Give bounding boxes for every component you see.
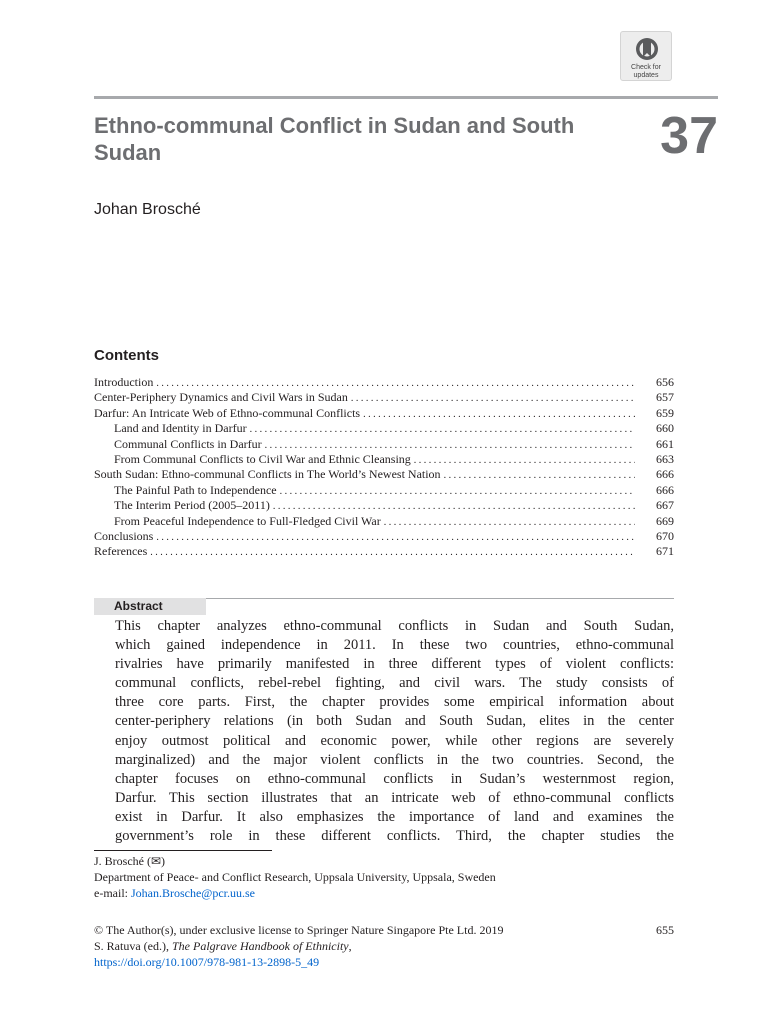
table-of-contents xyxy=(94,375,674,560)
toc-leader-dots xyxy=(384,514,635,530)
toc-leader-dots xyxy=(156,375,635,391)
toc-entry-label: From Communal Conflicts to Civil War and Ethnic Cleansing xyxy=(114,451,411,466)
toc-leader-dots xyxy=(265,437,635,453)
footnote-rule xyxy=(94,850,272,851)
abstract-text xyxy=(115,617,674,846)
chapter-author: Johan Brosché xyxy=(94,201,201,218)
abstract-line: marginalized) and the major violent conflicts in the two countries. Second, the xyxy=(115,751,674,768)
copyright-block xyxy=(94,922,674,970)
toc-entry-label: Introduction xyxy=(94,375,154,389)
abstract-line: government’s role in these different conflicts. Third, the chapter studies the xyxy=(115,828,674,845)
citation-line xyxy=(94,938,674,954)
book-title: The Palgrave Handbook of Ethnicity xyxy=(171,939,349,953)
toc-entry-label: The Painful Path to Independence xyxy=(114,482,277,497)
toc-entry-page: 670 xyxy=(656,528,674,543)
footnote xyxy=(94,853,496,901)
toc-entry-label: References xyxy=(94,544,148,559)
abstract-line: which gained independence in 2011. In these two countries, ethno-communal xyxy=(115,637,674,654)
toc-entry[interactable] xyxy=(94,375,674,390)
toc-entry-page: 669 xyxy=(656,513,674,528)
abstract-line: communal conflicts, rebel-rebel fighting, and civil wars. The study consists of xyxy=(115,675,674,692)
editor-text: S. Ratuva (ed.), xyxy=(94,939,169,953)
toc-entry[interactable] xyxy=(94,437,674,452)
email-link[interactable]: Johan.Brosche@pcr.uu.se xyxy=(130,886,256,900)
doi-link[interactable]: https://doi.org/10.1007/978-981-13-2898-5_49 xyxy=(94,955,320,969)
toc-entry[interactable] xyxy=(94,544,674,559)
toc-entry[interactable] xyxy=(94,467,674,482)
toc-entry-label: Darfur: An Intricate Web of Ethno-communal Conflicts xyxy=(94,405,361,420)
toc-leader-dots xyxy=(351,390,635,406)
toc-leader-dots xyxy=(444,467,635,483)
toc-entry[interactable] xyxy=(94,421,674,436)
toc-entry[interactable] xyxy=(94,498,674,513)
toc-entry[interactable] xyxy=(94,452,674,467)
copyright-text: © The Author(s), under exclusive license to Springer Nature Singapore Pte Ltd. 2019 xyxy=(94,923,504,937)
abstract-label: Abstract xyxy=(94,598,206,615)
toc-entry-label: From Peaceful Independence to Full-Fledged Civil War xyxy=(114,513,381,528)
contents-heading: Contents xyxy=(94,347,159,364)
toc-entry-page: 656 xyxy=(656,375,674,389)
toc-leader-dots xyxy=(414,452,635,468)
toc-entry[interactable] xyxy=(94,514,674,529)
toc-leader-dots xyxy=(150,544,635,560)
abstract-line: This chapter analyzes ethno-communal conflicts in Sudan and South Sudan, xyxy=(115,618,674,634)
toc-entry-label: South Sudan: Ethno-communal Conflicts in The World’s Newest Nation xyxy=(94,467,441,482)
footnote-affiliation: Department of Peace- and Conflict Research, Uppsala University, Uppsala, Sweden xyxy=(94,870,496,884)
toc-entry-page: 659 xyxy=(656,405,674,420)
toc-entry-page: 667 xyxy=(656,498,674,513)
toc-entry-page: 671 xyxy=(656,544,674,559)
toc-leader-dots xyxy=(280,483,635,499)
page-number: 655 xyxy=(656,923,674,937)
chapter-title: Ethno-communal Conflict in Sudan and South Sudan xyxy=(94,113,575,165)
toc-leader-dots xyxy=(273,498,635,514)
toc-entry-page: 657 xyxy=(656,390,674,405)
chapter-number: 37 xyxy=(660,107,718,165)
abstract-line: rivalries have primarily manifested in three different types of violent conflicts: xyxy=(115,656,674,673)
abstract-line: enjoy outmost political and economic power, while other regions are severely xyxy=(115,732,674,749)
toc-entry-label: Conclusions xyxy=(94,528,154,543)
badge-line-2: updates xyxy=(633,72,659,79)
toc-leader-dots xyxy=(250,421,635,437)
toc-entry-page: 661 xyxy=(656,436,674,451)
bookmark-circle-icon xyxy=(634,36,660,62)
toc-entry-label: The Interim Period (2005–2011) xyxy=(114,498,270,513)
email-label: e-mail: xyxy=(94,886,128,900)
toc-entry-page: 663 xyxy=(656,451,674,466)
toc-entry[interactable] xyxy=(94,529,674,544)
badge-line-1: Check for xyxy=(631,64,661,71)
abstract-rule xyxy=(206,598,674,599)
footnote-author: J. Brosché (✉) xyxy=(94,854,166,868)
toc-entry-page: 666 xyxy=(656,467,674,482)
toc-entry-label: Center-Periphery Dynamics and Civil Wars in Sudan xyxy=(94,390,348,405)
toc-entry-label: Land and Identity in Darfur xyxy=(114,421,247,436)
toc-leader-dots xyxy=(156,529,635,545)
abstract-line: Darfur. This section illustrates that an intricate web of ethno-communal conflicts xyxy=(115,789,674,806)
abstract-line: exist in Darfur. It also emphasizes the importance of land and examines the xyxy=(115,808,674,825)
abstract-line: three core parts. First, the chapter provides some empirical information about xyxy=(115,694,674,711)
header-rule xyxy=(94,96,718,99)
toc-entry[interactable] xyxy=(94,483,674,498)
toc-entry-label: Communal Conflicts in Darfur xyxy=(114,436,262,451)
toc-entry-page: 666 xyxy=(656,482,674,497)
toc-entry-page: 660 xyxy=(656,421,674,436)
toc-entry[interactable] xyxy=(94,406,674,421)
check-for-updates-badge[interactable] xyxy=(620,31,672,81)
book-suffix: , xyxy=(348,939,352,953)
footnote-email-line xyxy=(94,885,496,901)
toc-leader-dots xyxy=(363,406,635,422)
toc-entry[interactable] xyxy=(94,390,674,405)
abstract-line: center-periphery relations (in both Sudan and South Sudan, elites in the center xyxy=(115,713,674,730)
abstract-line: chapter focuses on ethno-communal conflicts in Sudan’s westernmost region, xyxy=(115,770,674,787)
